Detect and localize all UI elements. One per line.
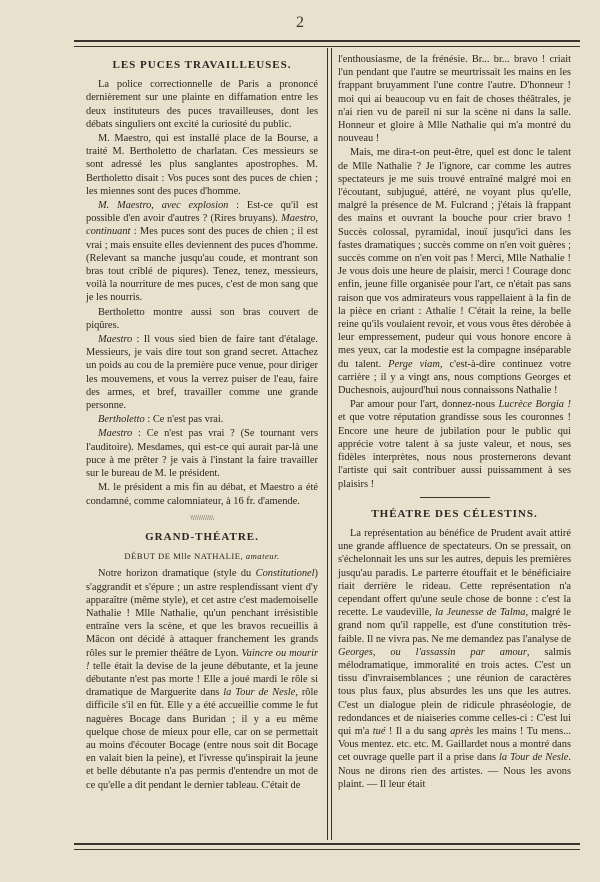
article-title-celestins: THÉATRE DES CÉLESTINS. [371, 507, 538, 520]
paragraph [86, 427, 318, 480]
paragraph: M. le président a mis fin au débat, et Maestro a été condamné, comme calomniateur, à 16 fr. d'amende. [86, 482, 318, 507]
paragraph [338, 146, 571, 397]
speaker-label: Maestro [98, 428, 133, 440]
text-run: : Mes puces sont des puces de chien ; il est vrai ; mais ensuite elles deviennent des puces d'homme. (Relevant sa manche jusqu'au coude, et montrant son bras tout criblé de piqures). Tenez, tenez, messieurs, voilà la nourriture de mes puces, c'est de mon sang que je les nourris. [86, 226, 318, 304]
subtitle-italic: amateur. [245, 551, 280, 562]
paragraph [86, 567, 318, 791]
italic-run: Perge viam [388, 358, 440, 370]
top-double-rule [74, 40, 580, 47]
section-rule [420, 497, 490, 498]
italic-run: la Tour de Nesle [499, 752, 569, 764]
text-run: : Il vous sied bien de faire tant d'étalage. Messieurs, je vais dire tout son grand secret. Attachez un poids au cou de la première puce venue, pour diriger les mouvemens, et vous la verrez puiser de l'eau, faire des armes, et bref, travailler comme une grande personne. [86, 334, 318, 412]
speaker-label: Bertholetto [98, 414, 145, 426]
article-subtitle [86, 550, 318, 563]
text-run: ! Il a du sang [385, 725, 451, 737]
italic-run: Lucrèce Borgia ! [498, 399, 571, 411]
article-title-puces: LES PUCES TRAVAILLEUSES. [112, 59, 292, 71]
page-number: 2 [296, 14, 304, 31]
paragraph [338, 398, 571, 490]
italic-run: après [450, 725, 474, 737]
italic-run: Vaincre ou mourir ! [86, 647, 319, 672]
speaker-label: Maestro [98, 334, 133, 346]
text-run: . Nous ne dirons rien des artistes. — Nous les avons plaint. — Il leur était [338, 752, 571, 790]
italic-run: la Tour de Nesle [223, 687, 296, 699]
text-run: les mains ! Tu mens... Vous mentez. etc. etc. M. Gaillardet nous a montré dans cet ouvrage quelle part il a prise dans [338, 725, 571, 764]
paragraph [338, 527, 571, 791]
paragraph [86, 333, 318, 412]
speaker-label: M. Maestro, avec explosion [98, 200, 229, 212]
text-run: La représentation au bénéfice de Prudent avait attiré une grande affluence de spectateurs. On se pressait, on s'échelonnait les uns sur les autres, depuis les premières jusqu'au paradis. Le parterre étouffait et le bénéficiaire riait derrière le rideau. Cette représentation n'a cependant offert qu'une seule chose de bonne : c'est la recette. Le vaudeville, [338, 527, 571, 619]
text-run: ) s'aggrandit et s'épure ; un astre resplendissant vient d'y apparaître (même style), et cet astre c'est mademoiselle Nathalie ! Mlle Nathalie, qu'un penchant irrésistible entraîne vers la scène, et que les bravos recueillis à Mâcon ont décidé à attaquer franchement les grands rôles sur le premier théâtre de Lyon. [86, 568, 318, 659]
paragraph: l'enthousiasme, de la frénésie. Br... br... bravo ! criait l'un pendant que l'autre se meurtrissait les mains en les frappant bruyamment l'une contre l'autre. D'honneur ! moi qui ai beaucoup vu en fait de choses théâtrales, je n'ai rien vu de pareil ni sur la scène ni dans la salle. Honneur et gloire à Mlle Nathalie qui m'a montré du nouveau ! [338, 54, 571, 145]
bottom-double-rule [74, 843, 580, 850]
text-run: : Est-ce qu'il est possible d'en avoir d'autres ? (Rires bruyans). [86, 200, 318, 225]
article-title-grand-theatre: GRAND-THÉATRE. [145, 530, 259, 543]
right-column [338, 53, 571, 792]
paragraph: M. Maestro, qui est installé place de la Bourse, a traité M. Bertholetto de charlatan. Ces messieurs se sont adressé les plus sanglantes apostrophes. M. Bertholetto disait : Vos puces sont des puces de chien ; les miennes sont des puces d'homme. [86, 133, 318, 197]
subtitle-text: DÉBUT DE Mlle NATHALIE, [124, 551, 246, 562]
text-run: Par amour pour l'art, donnez-nous [350, 399, 499, 411]
text-run: , rôle difficile s'il en fût. Elle y a été accueillie comme le fut naguères Bocage dans Buridan ; il y a eu même quelque chose de mieux pour elle, car on se permettait au moins d'écouter Bocage (entre nous soit dit Bocage en valait bien la peine), et l'ivresse qu'inspirait la jeune et belle débutante n'a pas permis d'entendre un mot de ce qu'elle a dit pendant le dernier tableau. C'était de [86, 687, 318, 791]
left-column [86, 53, 318, 793]
text-run: et que votre réputation grandisse sous les couronnes ! Encore une heure de jubilation pour le public qui apprécie votre talent à sa juste valeur, et nous, ses fidèles interprètes, nous nous prosternerons devant l'artiste qui sait contribuer aussi puissamment à ses plaisirs ! [338, 412, 571, 490]
column-divider [327, 48, 332, 840]
text-run: , salmis mélodramatique, immoralité en trois actes. C'est un tissu d'invraisemblances ; une réunion de caractères tous plus faux, plus absurdes les uns que les autres. C'est un dialogue plein de ridicule phraséologie, de redondances et de niaiseries comme celles-ci : C'est lui qui m'a [338, 646, 571, 737]
text-run: Mais, me dira-t-on peut-être, quel est donc le talent de Mlle Nathalie ? Je l'ignore, car comme les autres spectateurs je me suis trouvé entraîné malgré moi en l'écoutant, subjugué, attéré, ne voyant plus qu'elle, malgré la présence de M. Fulcrand ; j'étais là frappant des mains et ouvrant la bouche pour crier bravo ! Succès colossal, pyramidal, inouï jusqu'ici dans les fastes dramatiques ; succès comme on n'en voit guères ; succès comme on n'en voit pas ! Merci, Mlle Nathalie ! Je vous dois une heure de plaisir, merci ! Courage donc enfin, jeune fille organisée pour l'art, ce n'était pas sans raison que vos admirateurs vous rappellaient à la fin de la pièce en criant : Athalie ! C'était la reine, la belle reine qu'ils voulaient revoir, et vous vous êtes dérobée à leur empressement, pudeur qui vous honore encore à mes yeux, car la modestie est la compagne inséparable du talent. [338, 147, 571, 370]
italic-run: tué [372, 725, 386, 737]
speaker-label: Maestro, continuant [86, 213, 318, 238]
italic-run: Constitutionel [255, 568, 315, 580]
paragraph [86, 413, 318, 426]
paragraph [86, 199, 318, 305]
paragraph: La police correctionnelle de Paris a prononcé dernièrement sur une plainte en diffamation entre les deux instituteurs des puces travailleuses, dont les débats singuliers ont excité la curiosité du public. [86, 79, 318, 130]
section-ornament: \\\\\\\\\\\\ [190, 513, 214, 522]
text-run: : Ce n'est pas vrai. [144, 414, 224, 426]
text-run: telle était la devise de la jeune débutante, et la jeune débutante n'est pas morte ! Elle a joué mardi le rôle si dramatique de Marguerite dans [86, 660, 318, 699]
text-run: , malgré le grand nom qu'il rappelle, est d'une constitution très-faible. Il ne vivra pas. Ne me demandez pas l'analyse de [338, 607, 572, 645]
text-run: : Ce n'est pas vrai ? (Se tournant vers l'auditoire). Mesdames, qui est-ce qui aurait par-là une puce à me prêter ? je vais à l'instant la faire travailler sur le bureau de M. le président. [86, 428, 318, 480]
paragraph: Bertholetto montre aussi son bras couvert de piqûres. [86, 306, 318, 331]
italic-run: Georges, ou l'assassin par amour [338, 646, 527, 658]
text-run: , c'est-à-dire continuez votre carrière ; il y a vingt ans, nous comptions Georges et Duchesnois, aujourd'hui nous connaissons Nathalie ! [338, 358, 571, 397]
text-run: Notre horizon dramatique (style du [98, 568, 256, 580]
italic-run: la Jeunesse de Talma [435, 607, 526, 619]
